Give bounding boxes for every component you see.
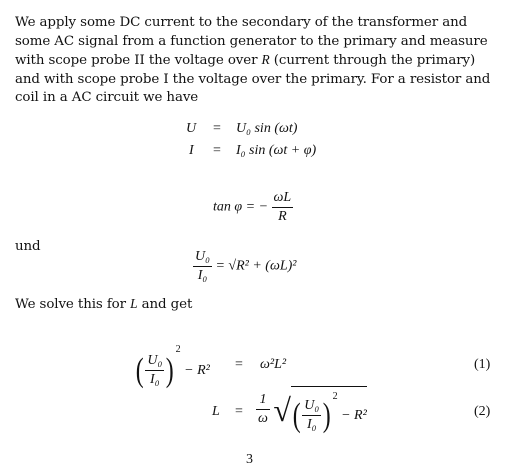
equation-impedance xyxy=(193,249,297,284)
tan-phi-lhs: tan φ = − xyxy=(213,199,269,215)
eq1-fraction xyxy=(145,353,164,388)
eq2-inner-fraction xyxy=(302,398,321,433)
variable-L: L xyxy=(130,296,138,311)
impedance-numerator: U₀ xyxy=(195,249,210,264)
equation-1-lhs: ( $\frac{\text{U₀}}{\text{I₀}}$ )$^2$ − R² xyxy=(135,344,210,389)
equation-I-lhs: I xyxy=(189,143,194,158)
equation-2-rhs xyxy=(256,386,367,433)
equation-U-lhs: U xyxy=(186,121,197,136)
eq2-inner-denominator: I₀ xyxy=(307,417,317,433)
equation-number-1: (1) xyxy=(474,357,491,372)
page-number: 3 xyxy=(246,452,253,467)
sqrt-sign: √ xyxy=(273,391,291,428)
solve-paragraph xyxy=(15,295,495,315)
equation-number-2: (2) xyxy=(474,404,491,419)
equation-U-equals: = xyxy=(213,121,221,136)
eq2-tail: − R² xyxy=(341,407,367,423)
impedance-fraction xyxy=(193,249,212,284)
eq2-coef-denominator: ω xyxy=(258,411,268,427)
intro-text-part1: We apply some DC current to the secondary of the transformer and some AC signal from a function generator to the primary and measure with scope probe II the voltage over xyxy=(15,15,488,69)
equation-I-equals: = xyxy=(213,143,221,158)
sqrt-radicand: ( $\frac{\text{U₀}}{\text{I₀}}$ )$^2$ − R² xyxy=(291,386,367,433)
equation-tan-phi xyxy=(213,190,293,225)
solve-text-part1: We solve this for xyxy=(15,297,131,312)
solve-text-part2: and get xyxy=(137,297,193,312)
tan-phi-fraction xyxy=(272,190,294,225)
eq1-lhs-tail: − R² xyxy=(184,362,210,378)
equation-1-rhs: ω²L² xyxy=(260,357,287,372)
equation-I-rhs: I₀ sin (ωt + φ) xyxy=(236,143,317,158)
tan-phi-numerator: ωL xyxy=(273,190,292,205)
tan-phi-denominator: R xyxy=(278,209,287,224)
text-und: und xyxy=(15,239,41,254)
equation-U-rhs: U₀ sin (ωt) xyxy=(236,121,298,136)
intro-paragraph xyxy=(15,14,495,108)
eq2-inner-numerator: U₀ xyxy=(304,398,320,414)
equation-1-equals: = xyxy=(235,357,243,372)
intro-text-part2: (current through the primary) and with scope probe I the voltage over the primary. For a resistor and coil in a AC circuit we have xyxy=(15,53,491,106)
eq2-coef-numerator: 1 xyxy=(259,392,267,408)
equation-2-lhs: L xyxy=(212,404,220,419)
eq2-coefficient xyxy=(256,392,270,427)
variable-R: R xyxy=(261,52,270,68)
eq1-denominator: I₀ xyxy=(150,372,160,388)
impedance-denominator: I₀ xyxy=(197,268,208,283)
eq1-numerator: U₀ xyxy=(147,353,163,369)
impedance-rhs: = √R² + (ωL)² xyxy=(215,258,297,274)
equation-2-equals: = xyxy=(235,404,243,419)
